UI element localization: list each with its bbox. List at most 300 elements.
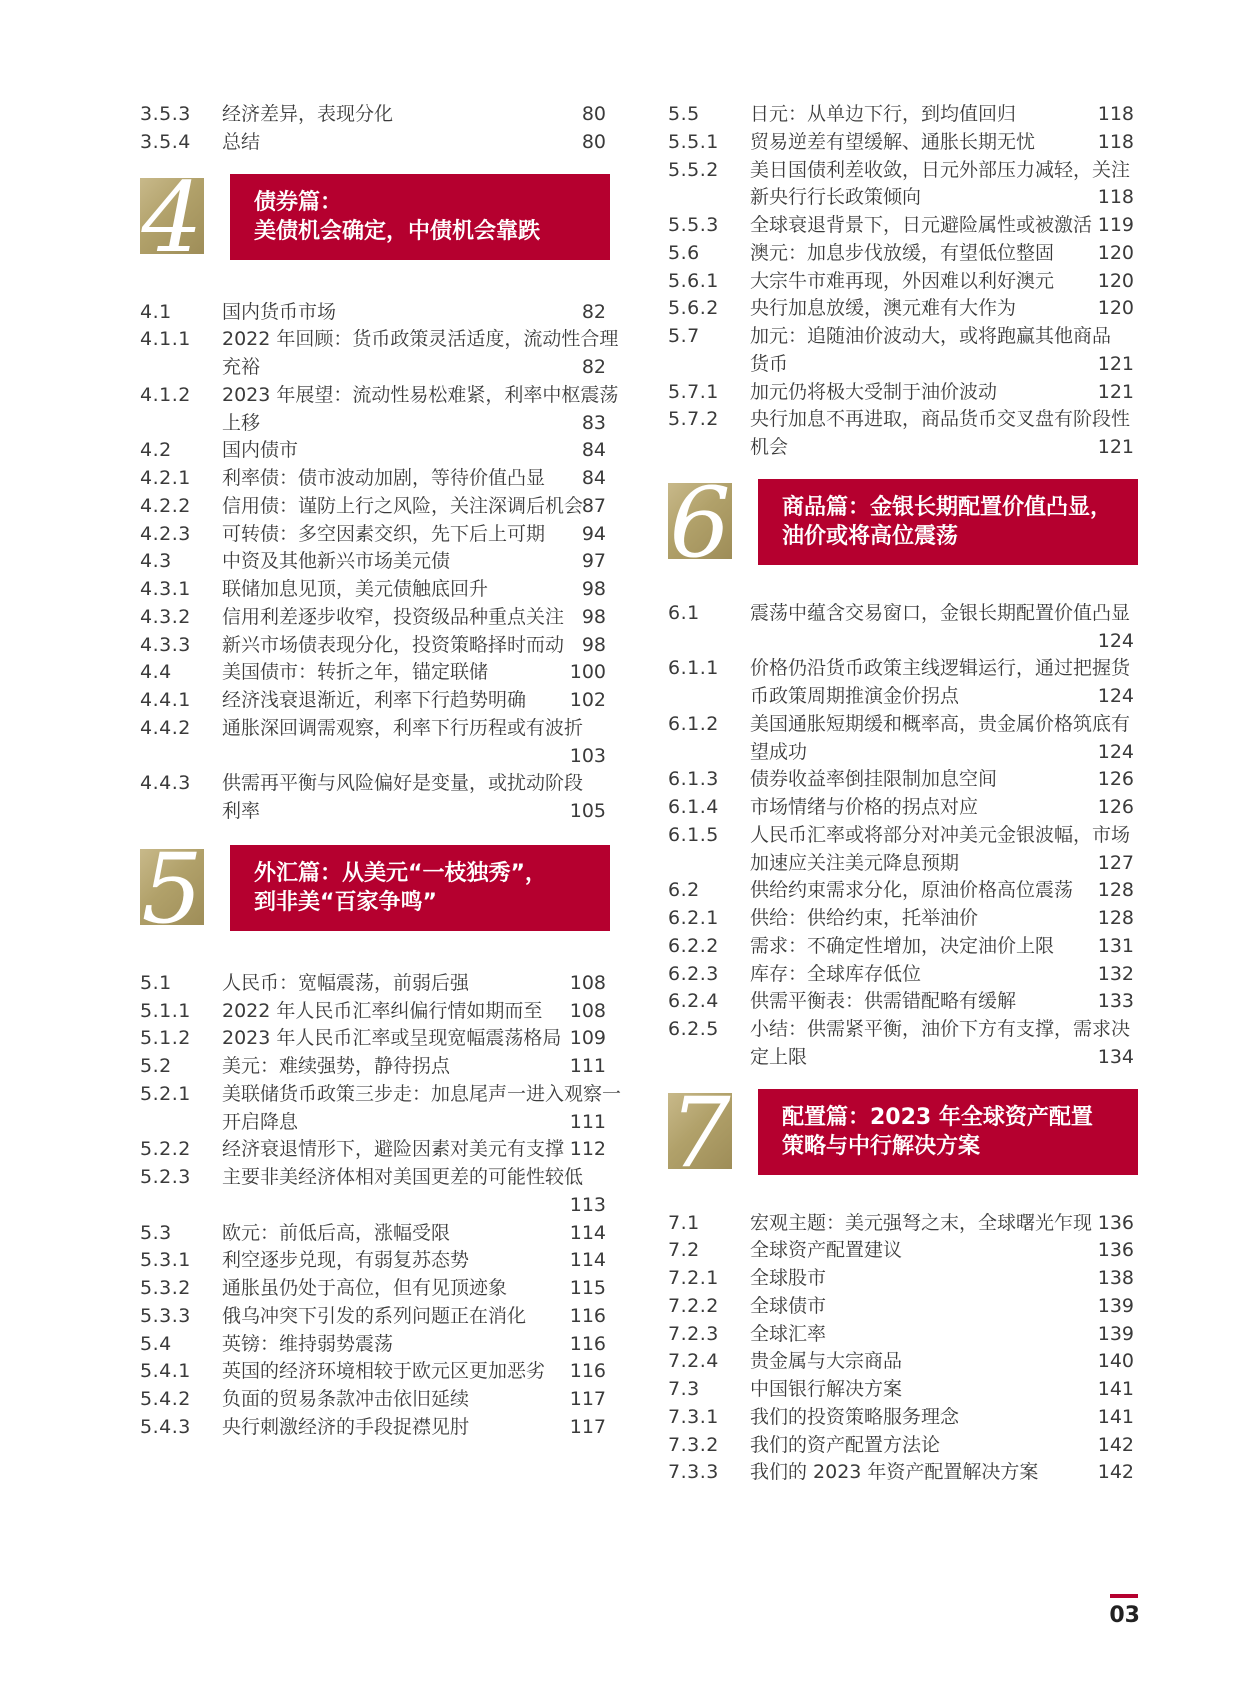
- toc-entry-title: 澳元：加息步伐放缓，有望低位整固: [750, 241, 1055, 264]
- toc-entry-number: 7.1: [668, 1211, 700, 1234]
- toc-entry[interactable]: [668, 128, 1138, 158]
- toc-entry[interactable]: [140, 1330, 610, 1360]
- toc-entry-title: 充裕: [222, 356, 261, 378]
- toc-entry-title: 信用债：谨防上行之风险，关注深调后机会: [222, 494, 584, 517]
- toc-entry-number: 5.4: [140, 1332, 172, 1355]
- toc-entry-number: 6.2.1: [668, 907, 719, 929]
- section-title-banner: [230, 174, 610, 260]
- toc-entry-title: 贵金属与大宗商品: [750, 1350, 903, 1373]
- toc-entry-number: 5.3: [140, 1221, 172, 1244]
- toc-entry-page: 115: [569, 1277, 606, 1299]
- toc-entry-number: 5.6.1: [668, 269, 719, 292]
- toc-entry[interactable]: [668, 183, 1138, 213]
- toc-entry-number: 7.3.2: [668, 1433, 719, 1456]
- toc-entry[interactable]: [668, 239, 1138, 269]
- toc-entry-number: 3.5.4: [140, 130, 191, 153]
- toc-entry[interactable]: [140, 686, 610, 716]
- toc-entry-title: 全球衰退背景下，日元避险属性或被激活: [750, 214, 1093, 236]
- toc-entry[interactable]: [140, 997, 610, 1027]
- toc-entry-page: 80: [581, 103, 606, 125]
- toc-entry-page: 84: [581, 467, 606, 489]
- toc-entry-title: 全球股市: [750, 1267, 827, 1289]
- toc-entry-page: 136: [1097, 1211, 1134, 1234]
- toc-entry-page: 98: [581, 605, 606, 628]
- toc-entry-page: 98: [581, 633, 606, 656]
- toc-entry-title: 日元：从单边下行，到均值回归: [750, 103, 1017, 125]
- toc-entry-title: 库存：全球库存低位: [750, 962, 922, 985]
- toc-entry[interactable]: [668, 821, 1138, 851]
- toc-entry[interactable]: [140, 547, 610, 577]
- toc-entry-page: 98: [581, 578, 606, 600]
- toc-entry-title: 加元仍将极大受制于油价波动: [750, 380, 998, 403]
- section-title-banner: [230, 845, 610, 931]
- toc-entry-page: 82: [581, 356, 606, 378]
- toc-entry-page: 120: [1097, 297, 1134, 320]
- toc-entry[interactable]: [668, 654, 1138, 684]
- toc-entry-number: 6.1.4: [668, 796, 719, 818]
- toc-entry[interactable]: [668, 433, 1138, 463]
- toc-entry-number: 5.6: [668, 241, 700, 264]
- section-number-badge: [668, 1093, 732, 1169]
- toc-entry-page: 84: [581, 439, 606, 462]
- toc-entry-number: 5.3.1: [140, 1249, 191, 1272]
- toc-entry-title: 央行刺激经济的手段捉襟见肘: [222, 1415, 470, 1438]
- toc-entry-number: 5.4.1: [140, 1360, 191, 1383]
- section-title-line: 债券篇：: [254, 189, 343, 215]
- toc-entry-title: 美日国债利差收敛，日元外部压力减轻，关注: [750, 158, 1131, 181]
- toc-entry-title: 欧元：前低后高，涨幅受限: [222, 1221, 451, 1244]
- toc-entry-page: 134: [1097, 1045, 1134, 1068]
- toc-entry-title: 央行加息不再进取，商品货币交叉盘有阶段性: [750, 408, 1131, 431]
- toc-entry-page: 133: [1097, 990, 1134, 1013]
- toc-entry-number: 5.6.2: [668, 297, 719, 320]
- toc-entry[interactable]: [668, 1458, 1138, 1488]
- toc-entry-number: 7.3: [668, 1378, 700, 1400]
- toc-entry-page: 119: [1097, 214, 1134, 236]
- toc-entry-page: 116: [569, 1304, 606, 1327]
- toc-entry[interactable]: [140, 1246, 610, 1276]
- toc-entry-number: 5.1.2: [140, 1027, 191, 1050]
- toc-entry-title: 2023 年展望：流动性易松难紧，利率中枢震荡: [222, 383, 619, 406]
- toc-entry-page: 120: [1097, 269, 1134, 292]
- toc-entry-page: 108: [569, 971, 606, 994]
- toc-entry-number: 7.2.3: [668, 1322, 719, 1345]
- toc-entry[interactable]: [140, 1385, 610, 1415]
- toc-entry-page: 111: [569, 1055, 606, 1077]
- toc-entry[interactable]: [668, 765, 1138, 795]
- toc-entry[interactable]: [140, 658, 610, 688]
- toc-entry-page: 136: [1097, 1239, 1134, 1262]
- toc-entry-title: 供给约束需求分化，原油价格高位震荡: [750, 879, 1074, 902]
- toc-entry-page: 97: [581, 550, 606, 573]
- toc-entry-number: 5.5: [668, 103, 700, 125]
- toc-entry-page: 132: [1097, 962, 1134, 985]
- section-number-badge: [668, 483, 732, 559]
- toc-entry-title: 通胀虽仍处于高位，但有见顶迹象: [222, 1277, 508, 1299]
- toc-entry[interactable]: [668, 1264, 1138, 1294]
- toc-entry-title: 美联储货币政策三步走：加息尾声一进入观察一: [222, 1082, 622, 1105]
- toc-entry-title: 主要非美经济体相对美国更差的可能性较低: [222, 1166, 584, 1188]
- toc-entry-title: 币政策周期推演金价拐点: [750, 685, 960, 707]
- toc-entry-number: 5.1: [140, 971, 172, 994]
- toc-entry[interactable]: [668, 738, 1138, 768]
- toc-entry-number: 6.2.2: [668, 934, 719, 957]
- toc-entry[interactable]: [668, 1236, 1138, 1266]
- toc-entry-page: 80: [581, 130, 606, 153]
- toc-entry-page: 118: [1097, 130, 1134, 153]
- toc-entry-page: 121: [1097, 380, 1134, 403]
- toc-entry[interactable]: [668, 1375, 1138, 1405]
- toc-entry-number: 4.3.3: [140, 633, 191, 656]
- toc-entry[interactable]: [140, 464, 610, 494]
- toc-entry[interactable]: [140, 742, 610, 772]
- toc-entry-title: 机会: [750, 436, 789, 458]
- toc-entry-number: 4.1: [140, 300, 172, 323]
- toc-entry-number: 5.2.1: [140, 1082, 191, 1105]
- toc-entry[interactable]: [140, 969, 610, 999]
- section-number: 4: [141, 177, 203, 254]
- toc-entry-page: 87: [581, 494, 606, 517]
- toc-entry-title: 英镑：维持弱势震荡: [222, 1332, 394, 1355]
- toc-entry-number: 4.4: [140, 661, 172, 684]
- toc-entry-page: 120: [1097, 241, 1134, 264]
- toc-entry-page: 102: [569, 689, 606, 711]
- toc-entry-title: 经济差异，表现分化: [222, 103, 394, 125]
- section-number-badge: [140, 178, 204, 254]
- toc-entry-number: 5.7: [668, 325, 700, 347]
- toc-entry[interactable]: [140, 1024, 610, 1054]
- toc-entry[interactable]: [668, 1015, 1138, 1045]
- toc-entry-number: 5.2.2: [140, 1138, 191, 1161]
- toc-entry-title: 上移: [222, 411, 261, 434]
- toc-entry-title: 我们的投资策略服务理念: [750, 1405, 960, 1428]
- toc-entry[interactable]: [140, 520, 610, 550]
- toc-entry-number: 6.2.3: [668, 962, 719, 985]
- toc-entry-page: 114: [569, 1249, 606, 1272]
- toc-entry[interactable]: [140, 631, 610, 661]
- toc-entry-title: 人民币汇率或将部分对冲美元金银波幅，市场: [750, 823, 1131, 846]
- toc-entry-page: 118: [1097, 103, 1134, 125]
- toc-entry[interactable]: [140, 1108, 610, 1138]
- toc-entry-page: 140: [1097, 1350, 1134, 1373]
- toc-entry-page: 117: [569, 1415, 606, 1438]
- toc-entry-number: 5.7.2: [668, 408, 719, 431]
- toc-entry[interactable]: [668, 100, 1138, 130]
- toc-entry-number: 7.2.2: [668, 1294, 719, 1317]
- toc-entry-title: 供需再平衡与风险偏好是变量，或扰动阶段: [222, 772, 584, 795]
- toc-entry-number: 6.1.1: [668, 657, 719, 680]
- toc-entry[interactable]: [668, 960, 1138, 990]
- toc-entry-title: 通胀深回调需观察，利率下行历程或有波折: [222, 716, 584, 739]
- toc-entry-page: 124: [1097, 740, 1134, 763]
- toc-entry-page: 100: [569, 661, 606, 684]
- toc-entry-title: 经济衰退情形下，避险因素对美元有支撑: [222, 1138, 565, 1161]
- toc-entry[interactable]: [668, 932, 1138, 962]
- toc-entry-number: 4.2.2: [140, 494, 191, 517]
- toc-entry-page: 142: [1097, 1433, 1134, 1456]
- toc-entry-number: 5.2: [140, 1055, 172, 1077]
- toc-entry[interactable]: [140, 436, 610, 466]
- toc-entry[interactable]: [668, 793, 1138, 823]
- toc-entry[interactable]: [140, 603, 610, 633]
- toc-entry-title: 中国银行解决方案: [750, 1378, 903, 1400]
- toc-entry-title: 信用利差逐步收窄，投资级品种重点关注: [222, 605, 565, 628]
- toc-entry-title: 货币: [750, 352, 789, 375]
- toc-entry-page: 103: [569, 744, 606, 767]
- toc-entry[interactable]: [668, 1292, 1138, 1322]
- toc-entry-title: 我们的 2023 年资产配置解决方案: [750, 1461, 1039, 1484]
- toc-entry-page: 138: [1097, 1267, 1134, 1289]
- toc-entry-page: 117: [569, 1388, 606, 1410]
- toc-entry-title: 央行加息放缓，澳元难有大作为: [750, 297, 1017, 320]
- toc-entry-title: 中资及其他新兴市场美元债: [222, 550, 451, 573]
- toc-entry-number: 6.1.3: [668, 768, 719, 791]
- toc-entry[interactable]: [140, 1163, 610, 1193]
- toc-entry-number: 3.5.3: [140, 103, 191, 125]
- toc-entry[interactable]: [668, 350, 1138, 380]
- toc-entry-number: 6.1.5: [668, 823, 719, 846]
- toc-entry-title: 供给：供给约束，托举油价: [750, 907, 979, 929]
- toc-entry-page: 94: [581, 522, 606, 545]
- toc-entry-number: 4.2: [140, 439, 172, 462]
- toc-entry-title: 经济浅衰退渐近，利率下行趋势明确: [222, 689, 527, 711]
- toc-entry[interactable]: [668, 1431, 1138, 1461]
- toc-entry-number: 4.4.3: [140, 772, 191, 795]
- toc-entry[interactable]: [140, 714, 610, 744]
- toc-entry[interactable]: [140, 797, 610, 827]
- toc-entry-title: 宏观主题：美元强弩之末，全球曙光乍现: [750, 1211, 1093, 1234]
- section-title-banner: [758, 479, 1138, 565]
- toc-entry[interactable]: [668, 1347, 1138, 1377]
- section-number: 7: [669, 1092, 731, 1169]
- toc-entry-number: 4.2.1: [140, 467, 191, 489]
- section-header-7: [668, 1089, 1138, 1175]
- toc-entry[interactable]: [668, 1209, 1138, 1239]
- toc-entry-page: 121: [1097, 352, 1134, 375]
- toc-entry-number: 5.4.2: [140, 1388, 191, 1410]
- toc-entry-page: 118: [1097, 186, 1134, 209]
- toc-entry[interactable]: [668, 1403, 1138, 1433]
- toc-entry-title: 新兴市场债表现分化，投资策略择时而动: [222, 633, 565, 656]
- toc-entry-number: 6.1: [668, 601, 700, 624]
- toc-entry-title: 震荡中蕴含交易窗口，金银长期配置价值凸显: [750, 601, 1131, 624]
- toc-entry-number: 5.3.3: [140, 1304, 191, 1327]
- toc-entry-title: 人民币：宽幅震荡，前弱后强: [222, 971, 470, 994]
- toc-entry-number: 5.4.3: [140, 1415, 191, 1438]
- toc-entry-page: 108: [569, 999, 606, 1022]
- toc-entry-page: 124: [1097, 629, 1134, 652]
- toc-entry-title: 2022 年人民币汇率纠偏行情如期而至: [222, 999, 543, 1022]
- toc-entry-title: 总结: [222, 130, 261, 153]
- toc-entry[interactable]: [140, 1274, 610, 1304]
- toc-entry-number: 4.2.3: [140, 522, 191, 545]
- toc-entry[interactable]: [668, 322, 1138, 352]
- toc-entry[interactable]: [140, 1302, 610, 1332]
- section-title-line: 商品篇：金银长期配置价值凸显，: [782, 494, 1113, 520]
- toc-entry-number: 4.3.2: [140, 605, 191, 628]
- toc-entry[interactable]: [140, 128, 610, 158]
- page-number: 03: [1109, 1603, 1140, 1628]
- section-number: 6: [669, 482, 731, 559]
- toc-entry-number: 7.2: [668, 1239, 700, 1262]
- toc-entry[interactable]: [668, 405, 1138, 435]
- toc-entry-number: 7.2.1: [668, 1267, 719, 1289]
- toc-entry[interactable]: [140, 492, 610, 522]
- toc-entry-number: 5.2.3: [140, 1166, 191, 1188]
- toc-entry[interactable]: [140, 1080, 622, 1110]
- toc-entry-title: 望成功: [750, 740, 808, 763]
- toc-entry-page: 113: [569, 1193, 606, 1216]
- toc-entry-number: 5.7.1: [668, 380, 719, 403]
- toc-entry-title: 价格仍沿货币政策主线逻辑运行，通过把握货: [750, 657, 1131, 680]
- section-title-line: 油价或将高位震荡: [782, 523, 959, 549]
- toc-entry[interactable]: [140, 298, 610, 328]
- toc-entry[interactable]: [668, 876, 1138, 906]
- toc-entry-number: 5.5.3: [668, 214, 719, 236]
- toc-entry-number: 6.2: [668, 879, 700, 902]
- toc-entry-page: 121: [1097, 436, 1134, 458]
- toc-entry[interactable]: [140, 1357, 610, 1387]
- toc-entry-number: 5.3.2: [140, 1277, 191, 1299]
- toc-entry-number: 5.1.1: [140, 999, 191, 1022]
- section-number-badge: [140, 849, 204, 925]
- toc-entry-title: 英国的经济环境相较于欧元区更加恶劣: [222, 1360, 546, 1383]
- toc-entry-title: 债券收益率倒挂限制加息空间: [750, 768, 998, 791]
- toc-entry-number: 7.3.3: [668, 1461, 719, 1484]
- toc-entry[interactable]: [668, 682, 1138, 712]
- toc-entry-title: 贸易逆差有望缓解、通胀长期无忧: [750, 130, 1036, 153]
- toc-entry-title: 供需平衡表：供需错配略有缓解: [750, 990, 1017, 1013]
- toc-entry[interactable]: [668, 378, 1138, 408]
- toc-entry-title: 大宗牛市难再现，外因难以利好澳元: [750, 269, 1055, 292]
- toc-entry-page: 131: [1097, 934, 1134, 957]
- toc-entry-number: 6.2.5: [668, 1018, 719, 1040]
- toc-entry-page: 142: [1097, 1461, 1134, 1484]
- toc-entry-title: 国内货币市场: [222, 300, 337, 323]
- toc-entry-page: 127: [1097, 851, 1134, 874]
- toc-entry-page: 114: [569, 1221, 606, 1244]
- toc-entry-number: 5.5.1: [668, 130, 719, 153]
- section-title-banner: [758, 1089, 1138, 1175]
- toc-entry-number: 4.1.2: [140, 383, 191, 406]
- toc-entry[interactable]: [140, 100, 610, 130]
- toc-entry[interactable]: [140, 1052, 610, 1082]
- toc-entry-title: 市场情绪与价格的拐点对应: [750, 796, 979, 818]
- toc-entry[interactable]: [668, 294, 1138, 324]
- toc-entry[interactable]: [140, 769, 610, 799]
- toc-entry-number: 4.4.2: [140, 716, 191, 739]
- toc-entry[interactable]: [668, 987, 1138, 1017]
- toc-entry-number: 4.1.1: [140, 328, 191, 351]
- toc-entry[interactable]: [140, 1219, 610, 1249]
- toc-entry[interactable]: [140, 409, 610, 439]
- toc-entry-number: 4.4.1: [140, 689, 191, 711]
- toc-entry-title: 利率债：债市波动加剧，等待价值凸显: [222, 467, 546, 489]
- toc-entry-title: 美国通胀短期缓和概率高，贵金属价格筑底有: [750, 712, 1131, 735]
- section-header-5: [140, 845, 610, 931]
- toc-entry-number: 4.3.1: [140, 578, 191, 600]
- toc-entry-title: 可转债：多空因素交织，先下后上可期: [222, 522, 546, 545]
- toc-entry-title: 利率: [222, 800, 261, 822]
- toc-entry-page: 128: [1097, 879, 1134, 902]
- toc-entry-page: 141: [1097, 1405, 1134, 1428]
- toc-entry-number: 6.2.4: [668, 990, 719, 1013]
- toc-entry[interactable]: [668, 211, 1138, 241]
- toc-entry-title: 联储加息见顶，美元债触底回升: [222, 578, 489, 600]
- toc-entry[interactable]: [140, 325, 619, 355]
- toc-entry-title: 需求：不确定性增加，决定油价上限: [750, 934, 1055, 957]
- toc-entry-title: 美元：难续强势，静待拐点: [222, 1055, 451, 1077]
- toc-entry[interactable]: [140, 353, 610, 383]
- toc-entry-page: 83: [581, 411, 606, 434]
- toc-entry[interactable]: [140, 575, 610, 605]
- toc-entry-title: 小结：供需紧平衡，油价下方有支撑，需求决: [750, 1018, 1131, 1040]
- toc-entry[interactable]: [668, 904, 1138, 934]
- toc-entry-number: 6.1.2: [668, 712, 719, 735]
- section-title-line: 美债机会确定，中债机会靠跌: [254, 218, 541, 244]
- toc-entry[interactable]: [140, 1135, 610, 1165]
- toc-entry[interactable]: [668, 849, 1138, 879]
- toc-entry-title: 2022 年回顾：货币政策灵活适度，流动性合理: [222, 328, 619, 351]
- toc-entry-page: 139: [1097, 1322, 1134, 1345]
- section-header-4: [140, 174, 610, 260]
- toc-entry[interactable]: [668, 710, 1138, 740]
- toc-entry-page: 111: [569, 1110, 606, 1133]
- toc-entry-page: 105: [569, 800, 606, 822]
- toc-entry-number: 4.3: [140, 550, 172, 573]
- toc-entry-page: 124: [1097, 685, 1134, 707]
- toc-entry-page: 139: [1097, 1294, 1134, 1317]
- toc-entry-page: 126: [1097, 796, 1134, 818]
- toc-entry-title: 开启降息: [222, 1110, 299, 1133]
- toc-entry-page: 116: [569, 1332, 606, 1355]
- toc-entry-page: 109: [569, 1027, 606, 1050]
- section-number: 5: [141, 848, 203, 925]
- toc-entry[interactable]: [668, 156, 1138, 186]
- toc-entry-title: 负面的贸易条款冲击依旧延续: [222, 1388, 470, 1410]
- toc-entry-title: 全球债市: [750, 1294, 827, 1317]
- toc-entry[interactable]: [668, 1043, 1138, 1073]
- toc-entry-page: 112: [569, 1138, 606, 1161]
- toc-entry-page: 116: [569, 1360, 606, 1383]
- toc-entry-number: 7.3.1: [668, 1405, 719, 1428]
- toc-entry[interactable]: [668, 627, 1138, 657]
- toc-entry-title: 我们的资产配置方法论: [750, 1433, 941, 1456]
- toc-entry-number: 7.2.4: [668, 1350, 719, 1373]
- section-header-6: [668, 479, 1138, 565]
- toc-entry[interactable]: [140, 381, 619, 411]
- section-title-line: 配置篇：2023 年全球资产配置: [782, 1104, 1093, 1130]
- toc-entry-number: 5.5.2: [668, 158, 719, 181]
- toc-entry[interactable]: [140, 1413, 610, 1443]
- toc-entry-title: 美国债市：转折之年，锚定联储: [222, 661, 489, 684]
- toc-entry[interactable]: [668, 599, 1138, 629]
- section-title-line: 策略与中行解决方案: [782, 1133, 981, 1159]
- toc-entry-title: 国内债市: [222, 439, 299, 462]
- toc-entry[interactable]: [668, 267, 1138, 297]
- page-number-accent-bar: [1110, 1594, 1138, 1598]
- toc-entry-title: 定上限: [750, 1045, 808, 1068]
- section-title-line: 到非美“百家争鸣”: [254, 889, 437, 915]
- toc-entry[interactable]: [668, 1320, 1138, 1350]
- toc-entry-title: 俄乌冲突下引发的系列问题正在消化: [222, 1304, 527, 1327]
- toc-entry-title: 2023 年人民币汇率或呈现宽幅震荡格局: [222, 1027, 562, 1050]
- toc-entry-page: 141: [1097, 1378, 1134, 1400]
- section-title-line: 外汇篇：从美元“一枝独秀”，: [254, 860, 547, 886]
- toc-entry-title: 新央行行长政策倾向: [750, 186, 922, 209]
- toc-entry-title: 利空逐步兑现，有弱复苏态势: [222, 1249, 470, 1272]
- toc-entry[interactable]: [140, 1191, 610, 1221]
